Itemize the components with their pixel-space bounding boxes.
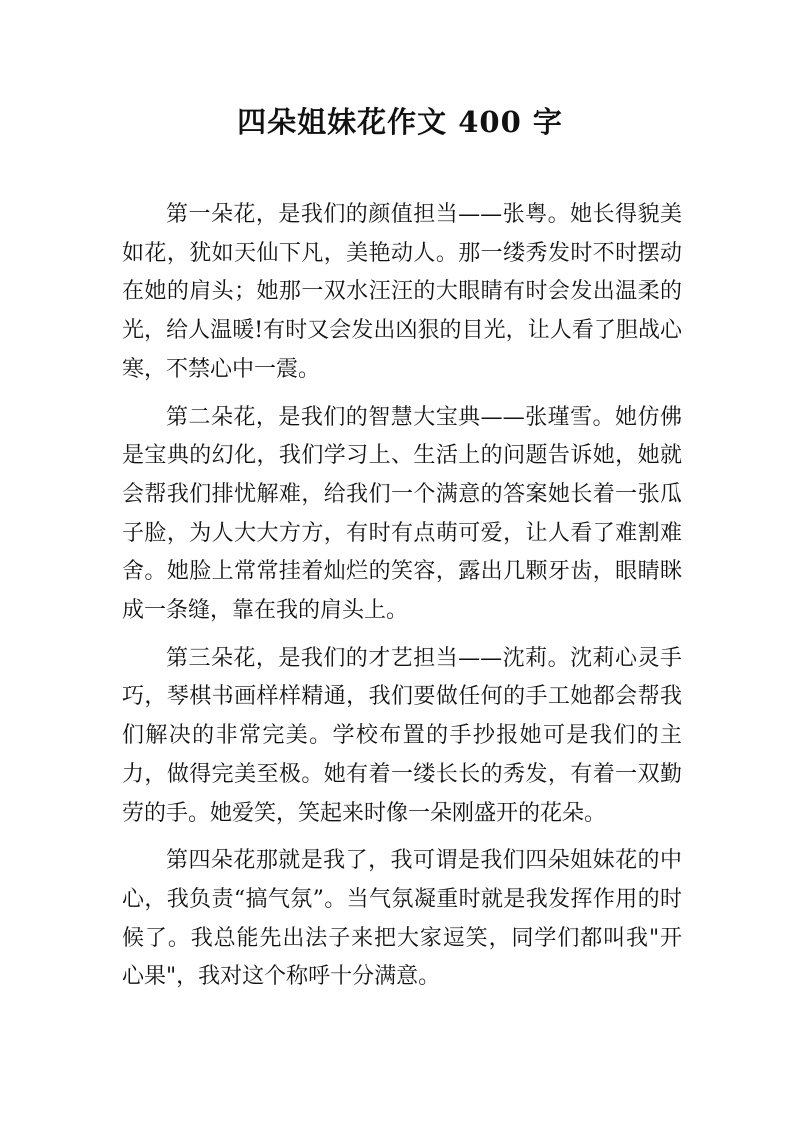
document-body: [122, 196, 682, 1006]
paragraph-4: 第四朵花那就是我了，我可谓是我们四朵姐妹花的中心，我负责“搞气氛”。当气氛凝重时就是我发挥作用的时候了。我总能先出法子来把大家逗笑，同学们都叫我"开心果"，我对这个称呼十分满意。: [122, 848, 682, 990]
paragraph-3: 第三朵花，是我们的才艺担当——沈莉。沈莉心灵手巧，琴棋书画样样精通，我们要做任何的手工她都会帮我们解决的非常完美。学校布置的手抄报她可是我们的主力，做得完美至极。她有着一缕长长的秀发，有着一双勤劳的手。她爱笑，笑起来时像一朵刚盛开的花朵。: [122, 645, 682, 826]
paragraph-2: 第二朵花，是我们的智慧大宝典——张瑾雪。她仿佛是宝典的幻化，我们学习上、生活上的问题告诉她，她就会帮我们排忧解难，给我们一个满意的答案她长着一张瓜子脸，为人大大方方，有时有点萌可爱，让人看了难割难舍。她脸上常常挂着灿烂的笑容，露出几颗牙齿，眼睛眯成一条缝，靠在我的肩头上。: [122, 404, 682, 624]
document-title: 四朵姐妹花作文 400 字: [237, 105, 563, 139]
paragraph-1: 第一朵花，是我们的颜值担当——张粤。她长得貌美如花，犹如天仙下凡，美艳动人。那一缕秀发时不时摆动在她的肩头；她那一双水汪汪的大眼睛有时会发出温柔的光，给人温暖!有时又会发出凶狠的目光，让人看了胆战心寒，不禁心中一震。: [122, 202, 682, 382]
